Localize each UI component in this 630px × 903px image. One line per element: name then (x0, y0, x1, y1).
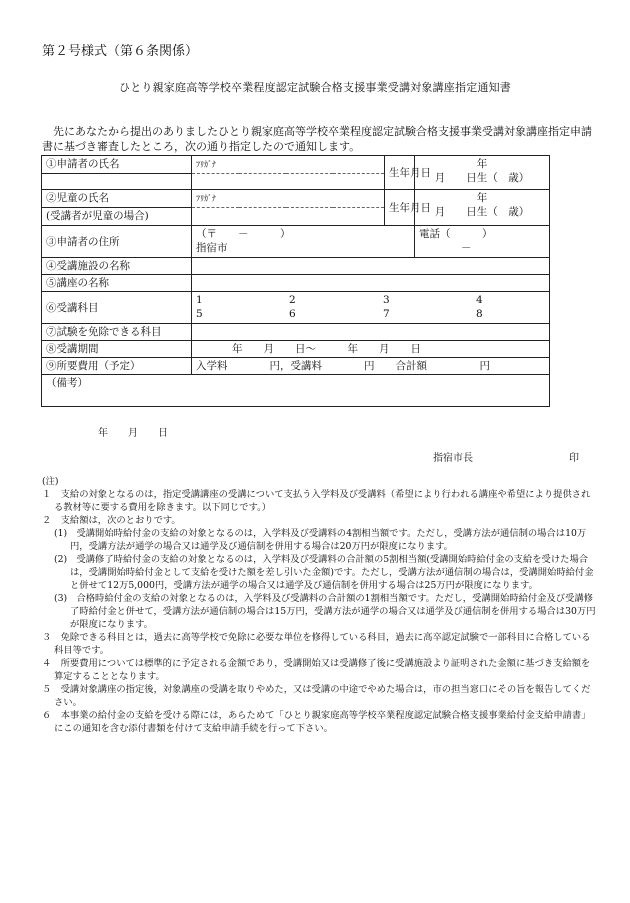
city-text: 指宿市 (196, 242, 228, 254)
subject-3: 3 (383, 294, 390, 306)
address-field[interactable] (192, 226, 415, 258)
subject-4: 4 (476, 294, 483, 306)
child-furigana-field[interactable] (192, 190, 385, 208)
subject-5: 5 (196, 308, 203, 320)
course-name-field[interactable] (192, 275, 550, 292)
intro-paragraph: 先にあなたから提出のありましたひとり親家庭高等学校卒業程度認定試験合格支援事業受講対象講座指定申請書に基づき審査したところ，次の通り指定したので通知します。 (42, 125, 592, 153)
furigana-label-2: ﾌﾘｶﾞﾅ (196, 194, 216, 203)
note-2-1: (1) 受講開始時給付金の支給の対象となるのは，入学料及び受講料の4割相当額です。ただし，受講方法が通信制の場合は10万円，受講方法が通学の場合又は通学及び通信制を併用する場合は20万円が限度になります。 (54, 528, 587, 552)
remarks-field[interactable] (42, 375, 550, 407)
note-3: ３ 免除できる科目とは，過去に高等学校で免除に必要な単位を修得している科目，過去に高卒認定試験で一部科目に合格している科目等です。 (42, 632, 591, 656)
applicant-furigana-field[interactable] (192, 156, 385, 174)
subject-1: 1 (196, 294, 203, 306)
mayor-title: 指宿市長 (433, 453, 473, 464)
period-field[interactable] (192, 341, 550, 358)
subject-6: 6 (289, 308, 296, 320)
phone-dash: － (461, 242, 472, 254)
facility-name-label: ④受講施設の名称 (42, 258, 192, 275)
child-name-sublabel: (受講者が児童の場合) (42, 208, 192, 226)
note-6: ６ 本事業の給付金の支給を受ける際には，あらためて「ひとり親家庭高等学校卒業程度認定試験合格支援事業給付金支給申請書」にこの通知を含む添付書類を付けて支給申請手続を行って下さい。 (42, 710, 591, 734)
facility-name-field[interactable] (192, 258, 550, 275)
applicant-birth-field[interactable] (415, 156, 550, 190)
remarks-label: （備考） (46, 377, 88, 389)
note-2-2: (2) 受講修了時給付金の支給の対象となるのは，入学料及び受講料の合計額の5割相当額(受講開始時給付金の支給を受けた場合は，受講開始時給付金として支給を受けた額を差し引いた金額)です。ただし，受講方法が通信制の場合は，受講開始時給付金と併せて12万5,000円，受講方法が通学の場合又は通学及び通信制を併用する場合は25万円が限度になります。 (54, 554, 594, 591)
form-number: 第２号様式（第６条関係） (42, 44, 199, 59)
document-title: ひとり親家庭高等学校卒業程度認定試験合格支援事業受講対象講座指定通知書 (119, 81, 511, 94)
note-5: ５ 受講対象講座の指定後，対象講座の受講を取りやめた，又は受講の中途でやめた場合は，市の担当窓口にその旨を報告してください。 (42, 684, 591, 708)
subjects-label: ⑥受講科目 (42, 292, 192, 324)
child-birth-year-text: 年 (476, 192, 488, 204)
address-label: ③申請者の住所 (42, 226, 192, 258)
subject-8: 8 (476, 308, 483, 320)
costs-label: ⑨所要費用（予定） (42, 358, 192, 375)
postal-code-text: （〒 － ） (196, 228, 291, 240)
course-name-label: ⑤講座の名称 (42, 275, 192, 292)
note-2: ２ 支給額は，次のとおりです。 (42, 515, 181, 526)
notes-section (42, 475, 598, 735)
notes-heading: (注) (42, 476, 59, 487)
exempt-subjects-field[interactable] (192, 324, 550, 341)
phone-field[interactable] (415, 226, 550, 258)
note-4: ４ 所要費用については標準的に予定される金額であり，受講開始又は受講修了後に受講施設より証明された金額に基づき支給額を算定することとなります。 (42, 658, 591, 682)
birth-year-text: 年 (476, 158, 488, 170)
subject-7: 7 (383, 308, 390, 320)
subject-2: 2 (289, 294, 296, 306)
period-label: ⑧受講期間 (42, 341, 192, 358)
note-2-3: (3) 合格時給付金の支給の対象となるのは，入学料及び受講料の合計額の1割相当額です。ただし，受講開始時給付金及び受講修了時給付金と併せて，受講方法が通信制の場合は15万円，受講方法が通学の場合又は通学及び通信制を併用する場合は30万円が限度になります。 (54, 593, 596, 630)
child-birth-field[interactable] (415, 190, 550, 226)
child-birth-md-text: 月 日生（ 歳） (434, 206, 530, 218)
costs-field[interactable] (192, 358, 550, 375)
seal-mark: 印 (569, 453, 579, 464)
period-text: 年 月 日～ 年 月 日 (232, 343, 421, 355)
applicant-name-field[interactable] (192, 174, 385, 190)
phone-label: 電話（ ） (419, 228, 493, 240)
notice-date: 年 月 日 (98, 428, 168, 439)
note-1: １ 支給の対象となるのは，指定受講講座の受講について支払う入学料及び受講料（希望により行われる講座や希望により提供される教材等に要する費用を除きます。以下同じです。） (42, 489, 591, 513)
applicant-name-label: ①申請者の氏名 (42, 156, 192, 174)
costs-text: 入学料 円，受講料 円 合計額 円 (196, 360, 490, 372)
furigana-label: ﾌﾘｶﾞﾅ (196, 160, 216, 169)
birth-md-text: 月 日生（ 歳） (434, 172, 530, 184)
exempt-subjects-label: ⑦試験を免除できる科目 (42, 324, 192, 341)
child-name-field[interactable] (192, 208, 385, 226)
notification-form-table (41, 155, 550, 407)
applicant-birth-label: 生年月日 (385, 156, 415, 190)
child-birth-label: 生年月日 (385, 190, 415, 226)
child-name-label: ②児童の氏名 (42, 190, 192, 208)
subjects-field[interactable] (192, 292, 550, 324)
